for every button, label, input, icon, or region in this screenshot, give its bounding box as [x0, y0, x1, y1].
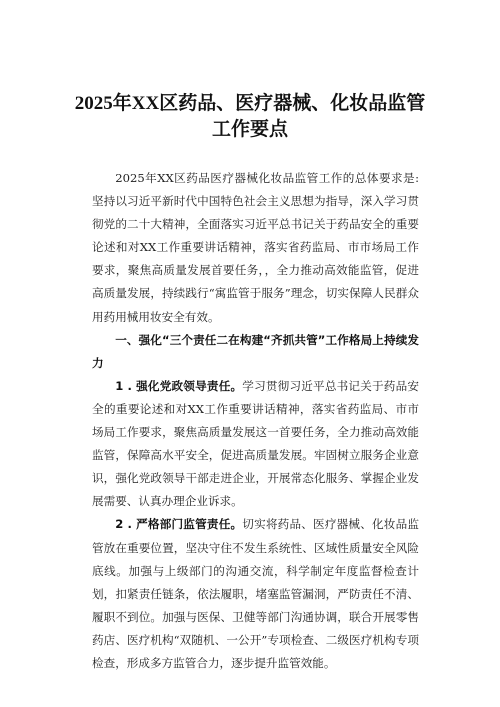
intro-paragraph: 2025年XX区药品医疗器械化妆品监管工作的总体要求是:坚持以习近平新时代中国特色社会主义思想为指导，深入学习贯彻党的二十大精神，全面落实习近平总书记关于药品安全的重要论述和对XX工作重要讲话精神，落实省药监局、市市场局工作要求，聚焦高质量发展首要任务，，全力推动高效能监管，促进高质量发展，持续践行“寓监管于服务”理念，切实保障人民群众用药用械用妆安全有效。 [92, 171, 419, 324]
item-text-2: 切实将药品、医疗器械、化妆品监管放在重要位置，坚决守住不发生系统性、区域性质量安全风险底线。加强与上级部门的沟通交流，科学制定年度监督检查计划，扣紧责任链条，依法履职，堵塞监管漏洞，严防责任不清、履职不到位。加强与医保、卫健等部门沟通协调，联合开展零售药店、医疗机构“双随机、一公开”专项检查、二级医疗机构专项检查，形成多方监管合力，逐步提升监管效能。 [92, 517, 419, 670]
document-title-line2: 工作要点 [211, 119, 288, 140]
item-paragraph-2 [92, 513, 419, 675]
item-lead-2: 2 . 严格部门监管责任。 [115, 517, 243, 532]
item-text-1: 学习贯彻习近平总书记关于药品安全的重要论述和对XX工作重要讲话精神，落实省药监局、市市场局工作要求，聚焦高质量发展这一首要任务，全力推动高效能监管，保障高水平安全，促进高质量发展。牢固树立服务企业意识，强化党政领导干部走进企业，开展常态化服务、掌握企业发展需要、认真办理企业诉求。 [92, 378, 419, 509]
section-heading: 一、强化“三个责任二在构建“齐抓共管”工作格局上持续发力 [92, 332, 419, 370]
item-paragraph-1 [92, 375, 419, 514]
document-body [92, 167, 419, 675]
document-title-line1: 2025年XX区药品、医疗器械、化妆品监管 [74, 93, 426, 114]
item-lead-1: 1 . 强化党政领导责任。 [115, 378, 243, 393]
